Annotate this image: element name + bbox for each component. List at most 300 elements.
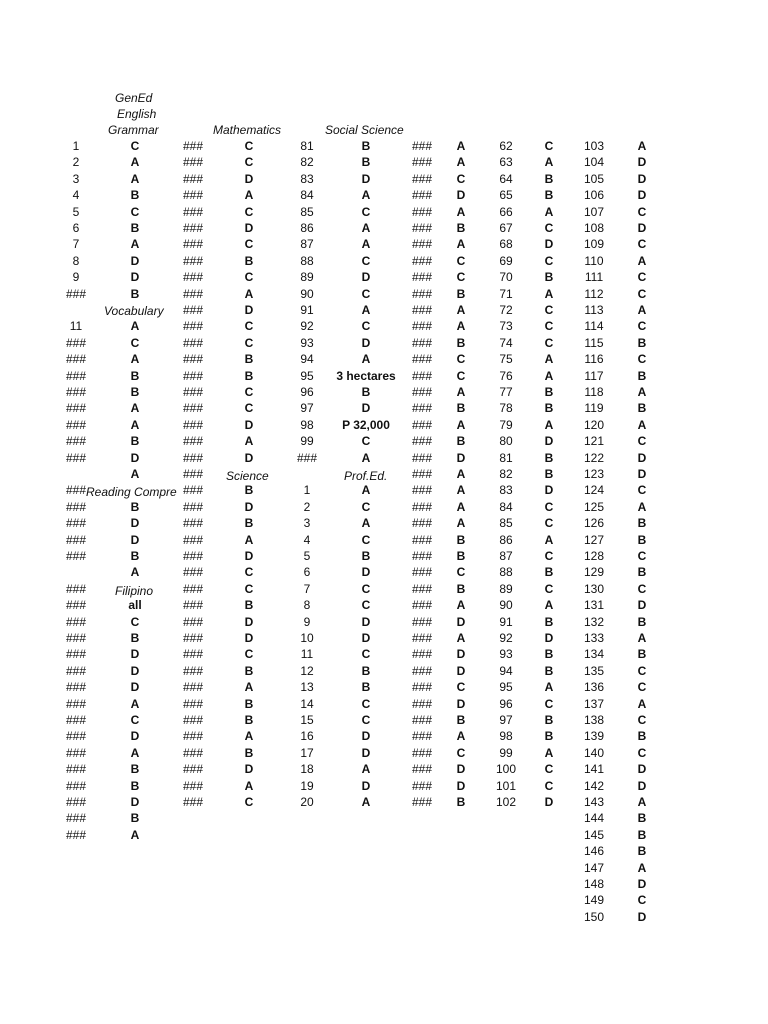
answer-cell: D xyxy=(637,598,647,613)
answer-cell: A xyxy=(456,417,466,432)
answer-cell: A xyxy=(456,237,466,252)
answer-cell: B xyxy=(456,335,466,350)
item-number-cell: 146 xyxy=(583,844,605,859)
item-number-cell: 113 xyxy=(584,303,604,317)
item-number-cell: ### xyxy=(411,745,433,760)
answer-cell: C xyxy=(244,155,254,170)
answer-cell: P 32,000 xyxy=(342,417,390,432)
header-mathematics: Mathematics xyxy=(213,123,282,137)
answer-cell: B xyxy=(637,647,647,662)
answer-cell: A xyxy=(456,467,466,481)
answer-cell: A xyxy=(544,745,554,760)
answer-cell: C xyxy=(456,368,466,383)
item-number-cell: 122 xyxy=(583,450,605,465)
item-number-cell: 86 xyxy=(499,532,513,547)
item-number-cell: ### xyxy=(65,532,87,547)
item-number-cell: ### xyxy=(182,680,204,695)
answer-cell: D xyxy=(361,335,371,350)
answer-cell: B xyxy=(130,549,140,563)
answer-cell: C xyxy=(637,237,647,252)
answer-cell: A xyxy=(456,139,466,153)
answer-cell: C xyxy=(637,352,647,367)
item-number-cell: 12 xyxy=(300,663,314,678)
answer-cell: C xyxy=(637,204,647,219)
item-number-cell: ### xyxy=(65,811,87,826)
item-number-cell: ### xyxy=(182,204,204,219)
item-number-cell: ### xyxy=(182,188,204,203)
answer-cell: D xyxy=(361,401,371,416)
item-number-cell: 85 xyxy=(300,204,314,219)
answer-cell: D xyxy=(361,270,371,285)
answer-cell: A xyxy=(544,532,554,547)
item-number-cell: ### xyxy=(65,598,87,613)
item-number-cell: 115 xyxy=(584,335,604,350)
item-number-cell: ### xyxy=(182,631,204,645)
answer-cell: D xyxy=(130,663,140,678)
answer-cell: B xyxy=(544,270,554,285)
answer-cell: C xyxy=(244,401,254,416)
item-number-cell: ### xyxy=(182,368,204,383)
item-number-cell: 5 xyxy=(72,204,80,219)
answer-cell: C xyxy=(544,762,554,777)
item-number-cell: 136 xyxy=(583,680,605,695)
item-number-cell: 8 xyxy=(303,598,311,613)
answer-cell: D xyxy=(544,795,554,809)
answer-cell: B xyxy=(637,827,647,842)
item-number-cell: ### xyxy=(182,401,204,416)
item-number-cell: ### xyxy=(182,319,204,334)
item-number-cell: ### xyxy=(411,139,433,153)
answer-cell: C xyxy=(361,581,371,596)
answer-cell: C xyxy=(361,253,371,268)
item-number-cell: 87 xyxy=(300,237,314,252)
item-number-cell: 2 xyxy=(303,499,311,514)
answer-cell: C xyxy=(637,434,647,449)
answer-cell: B xyxy=(544,450,554,465)
item-number-cell: ### xyxy=(182,663,204,678)
answer-cell: B xyxy=(637,565,647,580)
item-number-cell: 94 xyxy=(499,663,513,678)
answer-cell: B xyxy=(244,745,254,760)
item-number-cell: 120 xyxy=(583,417,605,432)
item-number-cell: 104 xyxy=(583,155,605,170)
answer-cell: B xyxy=(456,549,466,563)
answer-cell: C xyxy=(361,532,371,547)
item-number-cell: ### xyxy=(65,827,87,842)
answer-cell: C xyxy=(244,581,254,596)
item-number-cell: ### xyxy=(411,286,433,301)
answer-cell: A xyxy=(637,303,647,317)
answer-cell: A xyxy=(244,778,254,793)
answer-cell: D xyxy=(130,270,140,285)
answer-cell: A xyxy=(130,319,140,334)
item-number-cell: 131 xyxy=(583,598,605,613)
answer-cell: C xyxy=(544,696,554,711)
item-number-cell: ### xyxy=(65,795,87,809)
answer-cell: C xyxy=(456,745,466,760)
answer-cell: B xyxy=(456,286,466,301)
answer-cell: B xyxy=(456,434,466,449)
answer-cell: C xyxy=(130,713,140,727)
answer-cell: D xyxy=(637,155,647,170)
item-number-cell: ### xyxy=(411,614,433,629)
item-number-cell: 66 xyxy=(499,204,513,219)
answer-cell: B xyxy=(130,778,140,793)
answer-cell: C xyxy=(544,549,554,563)
answer-cell: D xyxy=(544,237,554,252)
item-number-cell: ### xyxy=(182,155,204,170)
answer-cell: C xyxy=(456,270,466,285)
item-number-cell: 95 xyxy=(300,368,314,383)
item-number-cell: ### xyxy=(182,352,204,367)
item-number-cell: ### xyxy=(411,532,433,547)
item-number-cell: ### xyxy=(411,385,433,399)
answer-cell: C xyxy=(544,221,554,235)
item-number-cell: 147 xyxy=(583,860,605,875)
item-number-cell: ### xyxy=(411,204,433,219)
item-number-cell: ### xyxy=(411,680,433,695)
answer-cell: D xyxy=(544,483,554,498)
answer-cell: C xyxy=(244,204,254,219)
item-number-cell: 123 xyxy=(583,467,605,481)
answer-cell: A xyxy=(130,171,140,186)
answer-cell: C xyxy=(361,647,371,662)
item-number-cell: 112 xyxy=(584,286,604,301)
item-number-cell: ### xyxy=(411,171,433,186)
answer-cell: D xyxy=(456,778,466,793)
answer-cell: C xyxy=(361,499,371,514)
item-number-cell: 142 xyxy=(583,778,605,793)
answer-cell: A xyxy=(361,221,371,235)
item-number-cell: 90 xyxy=(300,286,314,301)
answer-cell: B xyxy=(637,729,647,744)
item-number-cell: 148 xyxy=(583,877,605,891)
answer-cell: D xyxy=(637,450,647,465)
item-number-cell: ### xyxy=(182,565,204,580)
answer-cell: A xyxy=(456,319,466,334)
item-number-cell: ### xyxy=(411,319,433,334)
item-number-cell: 99 xyxy=(499,745,513,760)
answer-cell: A xyxy=(456,303,466,317)
answer-cell: A xyxy=(361,795,371,809)
item-number-cell: ### xyxy=(65,368,87,383)
item-number-cell: ### xyxy=(65,549,87,563)
answer-cell: C xyxy=(244,319,254,334)
answer-cell: B xyxy=(544,663,554,678)
answer-cell: C xyxy=(244,270,254,285)
item-number-cell: 111 xyxy=(584,270,604,285)
item-number-cell: 11 xyxy=(300,647,314,662)
answer-cell: B xyxy=(361,549,371,563)
item-number-cell: 72 xyxy=(499,303,513,317)
item-number-cell: 132 xyxy=(583,614,605,629)
answer-cell: B xyxy=(456,401,466,416)
answer-cell: B xyxy=(544,467,554,481)
item-number-cell: 1 xyxy=(303,483,311,498)
answer-cell: A xyxy=(544,417,554,432)
item-number-cell: 8 xyxy=(72,253,80,268)
item-number-cell: ### xyxy=(65,713,87,727)
item-number-cell: ### xyxy=(411,221,433,235)
answer-cell: B xyxy=(456,713,466,727)
item-number-cell: 121 xyxy=(583,434,605,449)
item-number-cell: 97 xyxy=(499,713,513,727)
item-number-cell: 62 xyxy=(499,139,513,153)
answer-cell: C xyxy=(361,598,371,613)
answer-cell: C xyxy=(637,549,647,563)
answer-cell: A xyxy=(244,532,254,547)
item-number-cell: ### xyxy=(65,581,87,596)
item-number-cell: ### xyxy=(182,614,204,629)
answer-cell: C xyxy=(637,270,647,285)
answer-cell: B xyxy=(544,188,554,203)
item-number-cell: 144 xyxy=(583,811,605,826)
item-number-cell: ### xyxy=(65,450,87,465)
item-number-cell: ### xyxy=(411,483,433,498)
answer-cell: C xyxy=(244,385,254,399)
item-number-cell: 10 xyxy=(300,631,314,645)
item-number-cell: 7 xyxy=(303,581,311,596)
answer-cell: all xyxy=(128,598,142,613)
answer-cell: A xyxy=(544,680,554,695)
item-number-cell: 124 xyxy=(583,483,605,498)
item-number-cell: 14 xyxy=(300,696,314,711)
item-number-cell: ### xyxy=(411,778,433,793)
item-number-cell: ### xyxy=(411,598,433,613)
answer-cell: A xyxy=(637,499,647,514)
answer-cell: C xyxy=(637,581,647,596)
item-number-cell: ### xyxy=(182,499,204,514)
item-number-cell: 83 xyxy=(300,171,314,186)
answer-cell: B xyxy=(544,647,554,662)
item-number-cell: 89 xyxy=(499,581,513,596)
answer-cell: D xyxy=(456,188,466,203)
answer-cell: C xyxy=(637,663,647,678)
answer-cell: D xyxy=(637,762,647,777)
answer-cell: A xyxy=(244,680,254,695)
answer-cell: C xyxy=(130,139,140,153)
item-number-cell: 99 xyxy=(300,434,314,449)
answer-cell: B xyxy=(637,516,647,531)
answer-cell: A xyxy=(456,155,466,170)
answer-cell: C xyxy=(544,778,554,793)
item-number-cell: ### xyxy=(411,762,433,777)
header-social-science: Social Science xyxy=(325,123,404,137)
answer-cell: D xyxy=(637,909,647,924)
answer-cell: B xyxy=(244,352,254,367)
item-number-cell: 91 xyxy=(499,614,513,629)
item-number-cell: ### xyxy=(65,286,87,301)
answer-cell: D xyxy=(130,532,140,547)
answer-cell: C xyxy=(244,139,254,153)
answer-cell: A xyxy=(544,155,554,170)
answer-cell: D xyxy=(637,171,647,186)
answer-cell: A xyxy=(456,516,466,531)
answer-cell: C xyxy=(244,795,254,809)
answer-cell: D xyxy=(130,647,140,662)
item-number-cell: 85 xyxy=(499,516,513,531)
answer-cell: B xyxy=(544,729,554,744)
header-gen-ed: GenEd xyxy=(115,91,153,105)
item-number-cell: 9 xyxy=(72,270,80,285)
answer-cell: B xyxy=(361,155,371,170)
answer-cell: C xyxy=(637,713,647,727)
item-number-cell: ### xyxy=(411,270,433,285)
item-number-cell: ### xyxy=(182,434,204,449)
item-number-cell: 63 xyxy=(499,155,513,170)
answer-cell: D xyxy=(130,795,140,809)
answer-cell: C xyxy=(637,893,647,908)
item-number-cell: 83 xyxy=(499,483,513,498)
item-number-cell: 126 xyxy=(583,516,605,531)
item-number-cell: ### xyxy=(411,335,433,350)
answer-cell: A xyxy=(130,745,140,760)
answer-cell: B xyxy=(456,795,466,809)
answer-cell: D xyxy=(130,680,140,695)
item-number-cell: ### xyxy=(411,729,433,744)
item-number-cell: 108 xyxy=(583,221,605,235)
answer-cell: D xyxy=(244,614,254,629)
answer-cell: A xyxy=(544,352,554,367)
item-number-cell: ### xyxy=(411,155,433,170)
item-number-cell: ### xyxy=(411,581,433,596)
answer-cell: C xyxy=(637,319,647,334)
answer-cell: D xyxy=(361,614,371,629)
answer-cell: B xyxy=(244,368,254,383)
item-number-cell: ### xyxy=(411,549,433,563)
answer-cell: D xyxy=(361,745,371,760)
item-number-cell: ### xyxy=(411,253,433,268)
answer-cell: B xyxy=(130,434,140,449)
answer-cell: A xyxy=(244,188,254,203)
answer-cell: C xyxy=(361,204,371,219)
answer-cell: B xyxy=(244,696,254,711)
answer-cell: D xyxy=(361,631,371,645)
answer-cell: B xyxy=(130,221,140,235)
item-number-cell: 118 xyxy=(584,385,604,399)
answer-cell: B xyxy=(637,614,647,629)
answer-cell: C xyxy=(130,204,140,219)
item-number-cell: 73 xyxy=(499,319,513,334)
item-number-cell: ### xyxy=(182,417,204,432)
item-number-cell: ### xyxy=(182,778,204,793)
item-number-cell: ### xyxy=(65,417,87,432)
answer-cell: B xyxy=(637,811,647,826)
answer-cell: A xyxy=(456,499,466,514)
answer-cell: C xyxy=(544,139,554,153)
answer-cell: C xyxy=(544,516,554,531)
item-number-cell: ### xyxy=(65,745,87,760)
answer-cell: A xyxy=(637,385,647,399)
item-number-cell: ### xyxy=(65,516,87,531)
answer-cell: D xyxy=(244,171,254,186)
item-number-cell: 92 xyxy=(499,631,513,645)
item-number-cell: ### xyxy=(65,385,87,399)
item-number-cell: 75 xyxy=(499,352,513,367)
answer-cell: B xyxy=(544,401,554,416)
answer-cell: D xyxy=(456,450,466,465)
item-number-cell: ### xyxy=(65,631,87,645)
answer-cell: B xyxy=(361,680,371,695)
answer-cell: D xyxy=(637,778,647,793)
item-number-cell: 105 xyxy=(583,171,605,186)
answer-cell: D xyxy=(544,631,554,645)
item-number-cell: ### xyxy=(65,663,87,678)
item-number-cell: 4 xyxy=(72,188,80,203)
answer-cell: D xyxy=(130,729,140,744)
item-number-cell: ### xyxy=(65,729,87,744)
answer-cell: B xyxy=(361,385,371,399)
item-number-cell: ### xyxy=(182,335,204,350)
item-number-cell: ### xyxy=(411,696,433,711)
item-number-cell: ### xyxy=(65,401,87,416)
item-number-cell: ### xyxy=(182,581,204,596)
item-number-cell: 107 xyxy=(583,204,605,219)
answer-cell: A xyxy=(130,417,140,432)
answer-cell: A xyxy=(544,368,554,383)
answer-cell: B xyxy=(544,385,554,399)
item-number-cell: 6 xyxy=(303,565,311,580)
item-number-cell: 67 xyxy=(499,221,513,235)
answer-cell: D xyxy=(361,778,371,793)
item-number-cell: 93 xyxy=(300,335,314,350)
item-number-cell: 80 xyxy=(499,434,513,449)
answer-cell: D xyxy=(130,253,140,268)
item-number-cell: 82 xyxy=(499,467,513,481)
item-number-cell: ### xyxy=(182,647,204,662)
answer-cell: C xyxy=(456,352,466,367)
answer-cell: C xyxy=(637,745,647,760)
item-number-cell: 82 xyxy=(300,155,314,170)
answer-cell: D xyxy=(244,499,254,514)
item-number-cell: 134 xyxy=(583,647,605,662)
item-number-cell: ### xyxy=(182,467,204,481)
item-number-cell: 145 xyxy=(583,827,605,842)
answer-cell: A xyxy=(361,450,371,465)
item-number-cell: ### xyxy=(411,237,433,252)
item-number-cell: 143 xyxy=(583,795,605,809)
item-number-cell: ### xyxy=(182,713,204,727)
answer-cell: A xyxy=(361,188,371,203)
answer-cell: D xyxy=(456,614,466,629)
item-number-cell: ### xyxy=(182,270,204,285)
answer-cell: C xyxy=(361,434,371,449)
item-number-cell: 6 xyxy=(72,221,80,235)
answer-cell: C xyxy=(361,713,371,727)
answer-cell: D xyxy=(244,631,254,645)
item-number-cell: ### xyxy=(182,237,204,252)
item-number-cell: ### xyxy=(411,401,433,416)
answer-cell: A xyxy=(456,729,466,744)
item-number-cell: 130 xyxy=(583,581,605,596)
answer-cell: D xyxy=(244,417,254,432)
item-number-cell: ### xyxy=(411,565,433,580)
answer-cell: A xyxy=(456,483,466,498)
item-number-cell: 119 xyxy=(584,401,604,416)
answer-cell: C xyxy=(130,614,140,629)
answer-cell: A xyxy=(130,155,140,170)
answer-cell: B xyxy=(637,532,647,547)
item-number-cell: ### xyxy=(65,483,87,498)
item-number-cell: ### xyxy=(182,516,204,531)
answer-cell: C xyxy=(361,696,371,711)
answer-cell: C xyxy=(456,680,466,695)
item-number-cell: 70 xyxy=(499,270,513,285)
item-number-cell: 150 xyxy=(583,909,605,924)
answer-cell: C xyxy=(456,565,466,580)
answer-cell: A xyxy=(456,204,466,219)
item-number-cell: 135 xyxy=(583,663,605,678)
